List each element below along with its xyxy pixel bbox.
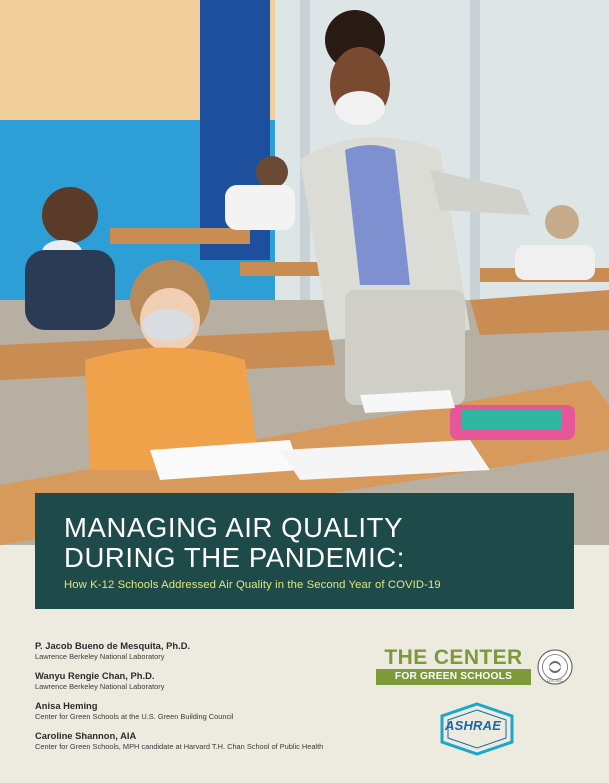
author-affiliation: Lawrence Berkeley National Laboratory [35,652,165,661]
author-name: Anisa Heming [35,700,98,711]
author-entry [35,730,395,752]
report-title-line-2: DURING THE PANDEMIC: [64,542,406,573]
author-name: P. Jacob Bueno de Mesquita, Ph.D. [35,640,191,651]
author-affiliation: Center for Green Schools at the U.S. Green Building Council [35,712,234,721]
ashrae-logo [438,702,516,756]
usgbc-seal-icon [537,649,573,685]
center-logo-subtitle: FOR GREEN SCHOOLS [376,669,531,685]
report-title-line-1: MANAGING AIR QUALITY [64,512,404,543]
author-entry [35,640,395,662]
author-affiliation: Center for Green Schools, MPH candidate at Harvard T.H. Chan School of Public Health [35,742,324,751]
author-name: Wanyu Rengie Chan, Ph.D. [35,670,155,681]
center-for-green-schools-logo [376,647,576,689]
usgbc-seal-text: USGBC [546,678,564,683]
report-subtitle: How K-12 Schools Addressed Air Quality in the Second Year of COVID-19 [64,579,441,591]
author-list [35,640,395,760]
ashrae-wordmark: ASHRAE [445,718,502,733]
author-affiliation: Lawrence Berkeley National Laboratory [35,682,165,691]
author-entry [35,700,395,722]
author-name: Caroline Shannon, AIA [35,730,137,741]
title-banner [35,493,574,609]
center-logo-title: THE CENTER [384,646,523,669]
report-title [64,513,405,573]
author-entry [35,670,395,692]
